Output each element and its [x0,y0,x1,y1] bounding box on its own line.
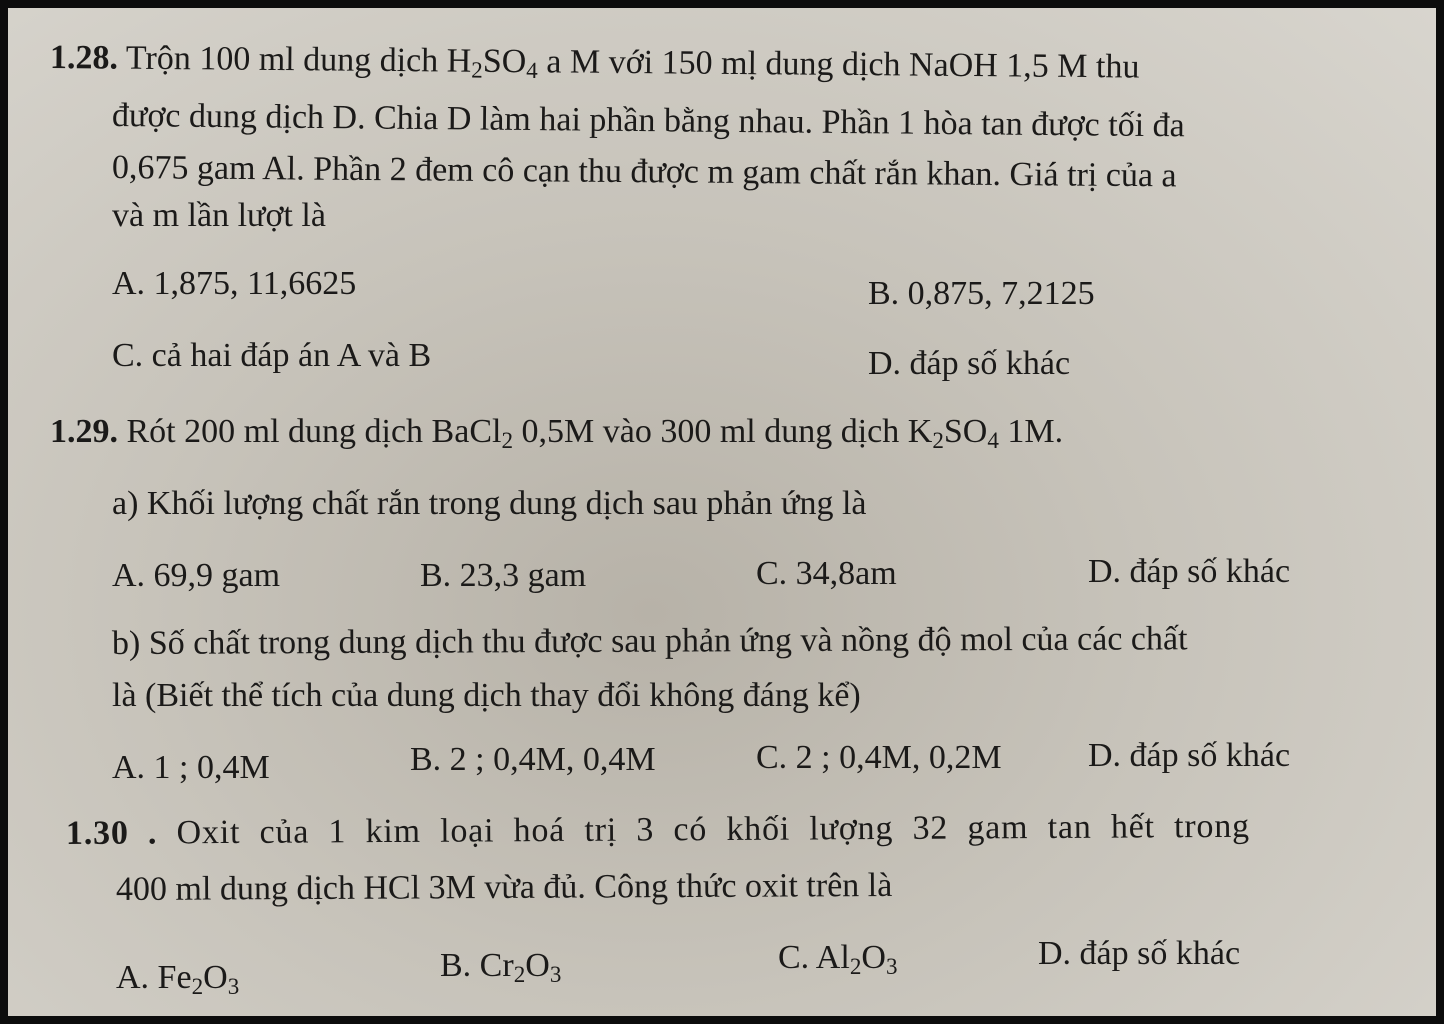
option-text: O [861,939,886,976]
q129-part-b-line2: là (Biết thể tích của dung dịch thay đổi không đáng kể) [112,677,861,714]
q129-number: 1.29. [50,413,118,450]
q129b-option-c: C. 2 ; 0,4M, 0,2M [756,739,1002,776]
sub: 4 [987,427,999,454]
sub: 4 [526,57,538,85]
q129a-option-d: D. đáp số khác [1088,553,1291,590]
sub: 2 [191,973,204,1000]
q129-part-a-text: a) Khối lượng chất rắn trong dung dịch sau phản ứng là [112,485,867,522]
q129a-option-a: A. 69,9 gam [112,557,281,594]
q130-option-d: D. đáp số khác [1038,935,1241,972]
q129b-option-a: A. 1 ; 0,4M [112,749,270,786]
q129b-option-d: D. đáp số khác [1088,737,1291,774]
document-page [8,8,1436,1016]
q130-option-b [440,946,561,986]
q128-line3: 0,675 gam Al. Phần 2 đem cô cạn thu được m gam chất rắn khan. Giá trị của a [111,149,1177,195]
option-text: A. Fe [116,959,192,996]
q128-line1-text: SO [482,42,527,81]
sub: 3 [885,953,898,980]
q129-stem [50,412,1063,452]
option-text: B. Cr [440,947,514,984]
option-text: C. Al [778,939,850,976]
sub: 2 [513,961,526,988]
q130-line1 [66,807,1250,854]
sub: 2 [932,427,944,454]
sub: 2 [471,57,483,84]
q129a-option-c: C. 34,8am [756,555,897,592]
q128-option-b: B. 0,875, 7,2125 [868,275,1095,312]
q129b-option-b: B. 2 ; 0,4M, 0,4M [410,741,656,778]
q128-option-d: D. đáp số khác [868,345,1071,382]
sub: 2 [849,953,862,980]
q128-number: 1.28. [49,39,119,77]
q129a-option-b: B. 23,3 gam [420,557,587,594]
q130-line1-text: Oxit của 1 kim loại hoá trị 3 có khối lượng 32 gam tan hết trong [176,807,1250,852]
q128-option-c: C. cả hai đáp án A và B [112,337,432,374]
q130-option-a [116,958,239,998]
q129-stem-text: 0,5M vào 300 ml dung dịch K [513,413,933,450]
q128-line1-text: a M với 150 mḷ dung dịch NaOH 1,5 M thu [537,43,1140,86]
q128-line1-text: Trộn 100 ml dung dịch H [125,39,472,80]
sub: 3 [549,961,562,988]
sub: 3 [227,973,240,1000]
q128-line4: và m lần lượt là [112,197,326,234]
q128-option-a: A. 1,875, 11,6625 [112,265,357,302]
q129-part-b-line1: b) Số chất trong dung dịch thu được sau phản ứng và nồng độ mol của các chất [111,620,1188,662]
option-text: O [525,947,550,984]
q129-stem-text: SO [943,413,988,450]
q128-line1 [50,38,1140,88]
option-text: O [203,959,228,996]
q130-number: 1.30 . [65,814,158,852]
q128-line2: được dung dịch D. Chia D làm hai phần bằng nhau. Phần 1 hòa tan được tối đa [111,97,1185,145]
q130-line2: 400 ml dung dịch HCl 3M vừa đủ. Công thức oxit trên là [115,866,893,908]
q129-stem-text: Rót 200 ml dung dịch BaCl [126,413,502,450]
sub: 2 [501,427,514,454]
q129-stem-text: 1M. [998,413,1064,450]
q130-option-c [778,938,898,978]
